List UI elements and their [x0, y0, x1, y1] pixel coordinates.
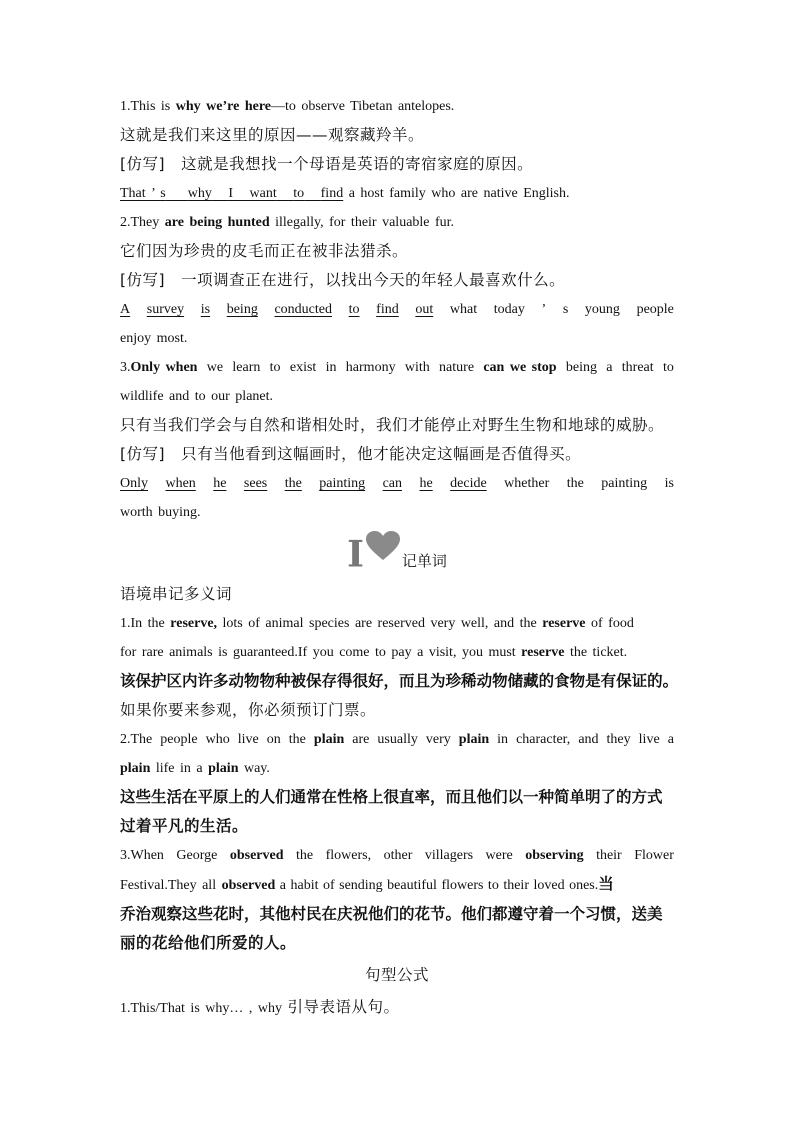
section-label: 记单词: [401, 551, 447, 570]
s1-chinese: 这就是我们来这里的原因——观察藏羚羊。: [120, 126, 425, 144]
pattern-1: 1.This/That is why… , why 引导表语从句。: [120, 998, 400, 1016]
section-heading: [120, 531, 674, 578]
s3-english: 3.Only when we learn to exist in harmony with nature can we stop being a threat to: [120, 360, 674, 375]
p2-line1: 2.The people who live on the plain are usually very plain in character, and they live a: [120, 732, 674, 747]
p3-line2: Festival.They all observed a habit of sending beautiful flowers to their loved ones.当: [120, 875, 615, 893]
s2-imitation-answer: A survey is being conducted to find out what today ’ s young people: [120, 302, 674, 317]
s3-imitation-answer: Only when he sees the painting can he decide whether the painting is: [120, 476, 674, 491]
s2-imitation-prompt: [仿写] 一项调查正在进行，以找出今天的年轻人最喜欢什么。: [120, 271, 566, 289]
p2-chinese-1: 这些生活在平原上的人们通常在性格上很直率，而且他们以一种简单明了的方式: [120, 788, 663, 806]
s1-imitation-answer: That ’ s why I want to find a host family who are native English.: [120, 186, 570, 201]
s3-imitation-prompt: [仿写] 只有当他看到这幅画时，他才能决定这幅画是否值得买。: [120, 445, 582, 463]
p1-line1: 1.In the reserve, lots of animal species are reserved very well, and the reserve of food: [120, 616, 634, 631]
document-page: [120, 92, 679, 1023]
heart-icon: [366, 531, 400, 578]
s3-imitation-answer-cont: worth buying.: [120, 505, 201, 520]
s3-english-cont: wildlife and to our planet.: [120, 389, 274, 404]
s2-english: 2.They are being hunted illegally, for their valuable fur.: [120, 215, 455, 230]
s3-chinese: 只有当我们学会与自然和谐相处时，我们才能停止对野生生物和地球的威胁。: [120, 416, 665, 434]
s2-imitation-answer-cont: enjoy most.: [120, 331, 188, 346]
s2-chinese: 它们因为珍贵的皮毛而正在被非法猎杀。: [120, 242, 409, 260]
p2-line2: plain life in a plain way.: [120, 761, 270, 776]
p2-chinese-2: 过着平凡的生活。: [120, 817, 249, 835]
p1-line2: for rare animals is guaranteed.If you come to pay a visit, you must reserve the ticket.: [120, 645, 628, 660]
p1-chinese-1: 该保护区内许多动物物种被保存得很好，而且为珍稀动物储藏的食物是有保证的。: [120, 672, 679, 690]
p3-chinese-2: 丽的花给他们所爱的人。: [120, 934, 297, 952]
logo-letter: I: [347, 533, 364, 576]
p3-chinese-1: 乔治观察这些花时，其他村民在庆祝他们的花节。他们都遵守着一个习惯，送美: [120, 905, 663, 923]
p1-chinese-2: 如果你要来参观，你必须预订门票。: [120, 701, 377, 719]
pattern-title: 句型公式: [364, 966, 429, 984]
context-title: 语境串记多义词: [120, 585, 233, 603]
p3-line1: 3.When George observed the flowers, other villagers were observing their Flower: [120, 848, 674, 863]
s1-english: 1.This is why we’re here—to observe Tibetan antelopes.: [120, 99, 455, 114]
s1-imitation-prompt: [仿写] 这就是我想找一个母语是英语的寄宿家庭的原因。: [120, 155, 534, 173]
